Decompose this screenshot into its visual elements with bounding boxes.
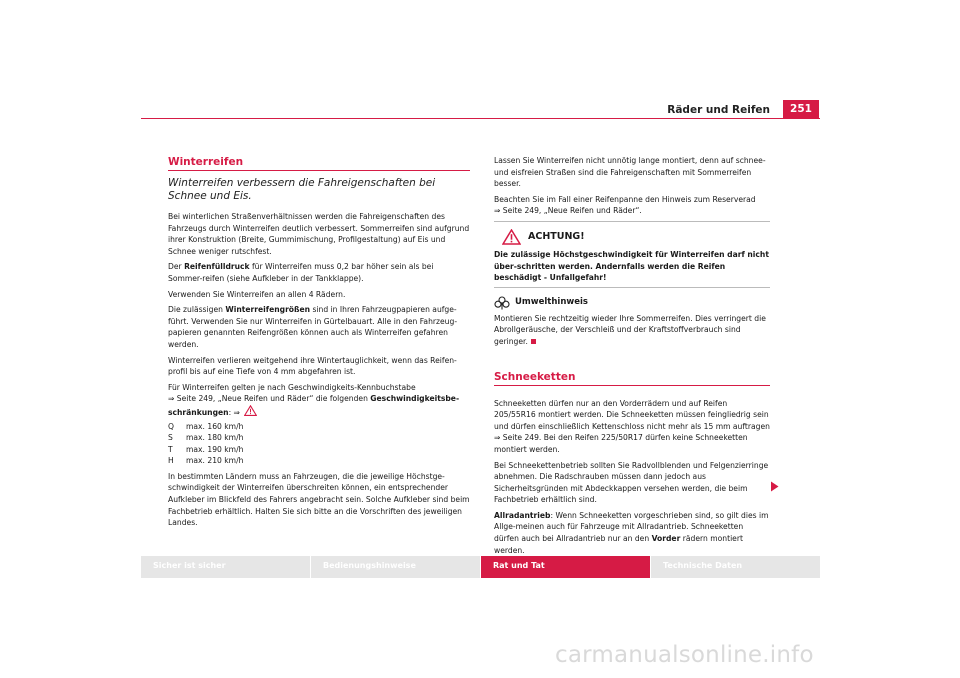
bold-term: Vorder xyxy=(651,534,681,544)
paragraph: Bei Schneekettenbetrieb sollten Sie Radvollblenden und Felgenzierringe abnehmen. Die Radschrauben müssen dann jedoch aus Sicherheitsgründen mit Abdeckkappen versehen werden, die beim Fachbetrieb erhältlich sind. xyxy=(494,460,769,505)
page-number: 251 xyxy=(783,100,819,118)
bold-term: Allradantrieb xyxy=(494,510,551,520)
warning-box xyxy=(494,221,770,288)
warning-header xyxy=(502,229,770,245)
bold-term: Winterreifengrößen xyxy=(225,305,311,315)
header-rule xyxy=(141,118,820,119)
header-title: Räder und Reifen xyxy=(667,104,770,116)
paragraph: Verwenden Sie Winterreifen an allen 4 Rädern. xyxy=(168,289,346,299)
footer-tab-rat-und-tat[interactable]: Rat und Tat xyxy=(481,556,650,578)
list-item: H max. 210 km/h xyxy=(168,456,244,466)
footer-tab-bedienung[interactable]: Bedienungshinweise xyxy=(311,556,480,578)
next-page-arrow-icon[interactable] xyxy=(770,481,779,492)
bold-term: Reifenfülldruck xyxy=(184,262,250,272)
paragraph-fuelldruck: Der Reifenfülldruck für Winterreifen muss 0,2 bar höher sein als bei Sommer-reifen (siehe Aufkleber in der Tankklappe). xyxy=(168,262,434,283)
paragraph-reserverad: Beachten Sie im Fall einer Reifenpanne den Hinweis zum Reserverad ⇒ Seite 249, „Neue Reifen und Räder“. xyxy=(494,194,756,216)
environment-header xyxy=(494,296,770,310)
end-marker-icon xyxy=(531,339,536,344)
paragraph: Winterreifen verlieren weitgehend ihre Wintertauglichkeit, wenn das Reifen-profil bis auf eine Tiefe von 4 mm abgefahren ist. xyxy=(168,355,457,377)
list-item: T max. 190 km/h xyxy=(168,444,244,454)
environment-title: Umwelthinweis xyxy=(515,296,588,307)
list-item: S max. 180 km/h xyxy=(168,433,244,443)
paragraph-speed-limits: Für Winterreifen gelten je nach Geschwindigkeits-Kennbuchstabe ⇒ Seite 249, „Neue Reifen und Räder“ die folgenden Geschwindigkeitsbe-schränkungen: ⇒ xyxy=(168,382,460,417)
section-heading-winterreifen: Winterreifen xyxy=(168,155,470,171)
paragraph: Bei winterlichen Straßenverhältnissen werden die Fahreigenschaften des Fahrzeugs durch Winterreifen deutlich verbessert. Sommerreifen sind aufgrund ihrer Konstruktion (Breite, Gummimischung, Profilgestaltung) auf Eis und Schnee weniger rutschfest. xyxy=(168,212,470,256)
right-column xyxy=(494,155,770,560)
list-item: Q max. 160 km/h xyxy=(168,421,244,431)
warning-triangle-icon xyxy=(244,405,257,416)
footer-tab-technische-daten[interactable]: Technische Daten xyxy=(651,556,820,578)
environment-leaf-icon xyxy=(494,296,510,310)
footer-nav xyxy=(141,556,820,578)
subheading: Winterreifen verbessern die Fahreigenschaften bei Schnee und Eis. xyxy=(168,177,436,202)
environment-text: Montieren Sie rechtzeitig wieder Ihre Sommerreifen. Dies verringert die Abrollgeräusche, der Verschleiß und der Kraftstoffverbrauch sind geringer. xyxy=(494,313,766,346)
warning-title: ACHTUNG! xyxy=(528,231,585,243)
footer-tab-sicher[interactable]: Sicher ist sicher xyxy=(141,556,310,578)
watermark: carmanualsonline.info xyxy=(555,642,814,668)
speed-limit-list xyxy=(168,421,470,467)
paragraph: Lassen Sie Winterreifen nicht unnötig lange montiert, denn auf schnee- und eisfreien Straßen sind die Fahreigenschaften mit Sommerreifen besser. xyxy=(494,156,766,189)
page-reference-link[interactable]: ⇒ Seite 249, „Neue Reifen und Räder“. xyxy=(494,206,642,216)
bold-term: Geschwindigkeitsbe-schränkungen xyxy=(168,394,460,417)
paragraph: Schneeketten dürfen nur an den Vorderrädern und auf Reifen 205/55R16 montiert werden. Die Schneeketten müssen feingliedrig sein und dürfen einschließlich Kettenschloss nicht mehr als 15 mm auftragen ⇒ Seite 249. Bei den Reifen 225/50R17 dürfen keine Schneeketten montiert werden. xyxy=(494,398,770,454)
page-reference-link[interactable]: ⇒ Seite 249, „Neue Reifen und Räder“ die folgenden xyxy=(168,394,371,404)
section-heading-schneeketten: Schneeketten xyxy=(494,370,770,386)
paragraph-groessen: Die zulässigen Winterreifengrößen sind in Ihren Fahrzeugpapieren aufge-führt. Verwenden Sie nur Winterreifen in Gürtelbauart. Alle in den Fahrzeug-papieren genannten Reifengrößen können auch als Winterreifen gefahren werden. xyxy=(168,305,458,349)
warning-triangle-icon xyxy=(502,229,521,245)
left-column xyxy=(168,155,470,533)
paragraph: In bestimmten Ländern muss an Fahrzeugen, die die jeweilige Höchstge-schwindigkeit der Winterreifen überschreiten können, ein entsprechender Aufkleber im Blickfeld des Fahrers angebracht sein. Solche Aufkleber sind beim Fachbetrieb erhältlich. Halten Sie sich bitte an die Vorschriften des jeweiligen Landes. xyxy=(168,471,470,528)
paragraph-allradantrieb: Allradantrieb: Wenn Schneeketten vorgeschrieben sind, so gilt dies im Allge-meinen auch für Fahrzeuge mit Allradantrieb. Schneeketten dürfen auch bei Allradantrieb nur an den Vorder rädern montiert werden. xyxy=(494,510,769,555)
warning-text: Die zulässige Höchstgeschwindigkeit für Winterreifen darf nicht über-schritten werden. Andernfalls werden die Reifen beschädigt - Unfallgefahr! xyxy=(494,249,769,283)
